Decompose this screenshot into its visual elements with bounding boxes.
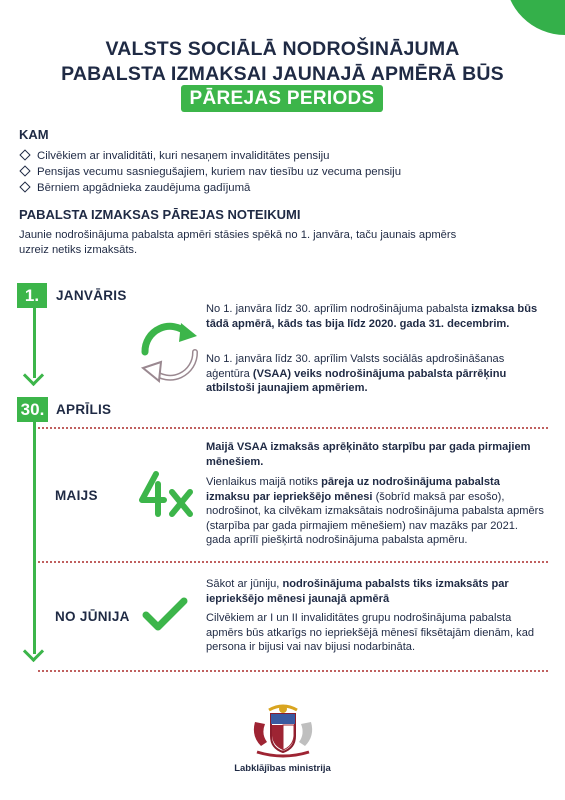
ministry-name: Labklājības ministrija: [234, 763, 331, 774]
dotted-divider: [38, 427, 548, 429]
diamond-bullet-icon: [19, 182, 30, 193]
section-label-may: MAIJS: [55, 488, 98, 503]
jan-p1-bold: izmaksa būs tādā apmērā, kāds tas bija līdz 2020. gada 31. decembrim.: [206, 303, 538, 330]
date-label-apr: APRĪLIS: [56, 402, 112, 417]
date-number-apr: 30.: [17, 397, 48, 422]
june-paragraph-2: Cilvēkiem ar I un II invaliditātes grupu nodrošinājuma pabalsta apmērs būs atkarīgs no iepriekšējā mēnesī fiksētajām dienām, kad persona ir bijusi vai nav bijusi nodarbināta.: [206, 612, 535, 654]
timeline-line: [33, 422, 36, 654]
coat-of-arms-logo: [247, 702, 319, 760]
june-paragraph-1: [206, 577, 544, 606]
diamond-bullet-icon: [19, 150, 30, 161]
june-p1-text: Sākot ar jūniju,: [206, 578, 283, 590]
corner-decoration: [505, 0, 565, 35]
four-times-icon: [138, 470, 198, 518]
jan-p2-text: No 1. janvāra līdz 30. aprīlim Valsts sociālās apdrošināšanas aģentūra: [206, 353, 505, 380]
title-line-2: PABALSTA IZMAKSAI JAUNAJĀ APMĒRĀ BŪS: [61, 63, 504, 85]
may-paragraph-2: [206, 475, 544, 548]
title-line-1: VALSTS SOCIĀLĀ NODROŠINĀJUMA: [105, 38, 460, 60]
jan-p2-bold: (VSAA) veiks nodrošinājuma pabalsta pārrēķinu atbilstoši jaunajiem apmēriem.: [206, 367, 507, 395]
kam-item-text: Pensijas vecumu sasniegušajiem, kuriem nav tiesību uz vecuma pensiju: [37, 166, 402, 178]
kam-item-text: Bērniem apgādnieka zaudējuma gadījumā: [37, 182, 251, 194]
diamond-bullet-icon: [19, 166, 30, 177]
dotted-divider: [38, 670, 548, 672]
rules-intro: Jaunie nodrošinājuma pabalsta apmēri stāsies spēkā no 1. janvāra, taču jaunais apmērs uzreiz netiks izmaksāts.: [19, 229, 457, 256]
period-badge: PĀREJAS PERIODS: [181, 85, 383, 112]
section-label-june: NO JŪNIJA: [55, 609, 130, 624]
dotted-divider: [38, 561, 548, 563]
may-paragraph-1: [206, 440, 544, 469]
arrow-down-icon: [23, 365, 44, 386]
may-p2-text: Vienlaikus maijā notiks: [206, 476, 322, 488]
jan-p1-text: No 1. janvāra līdz 30. aprīlim nodrošinājuma pabalsta: [206, 303, 472, 315]
rules-heading: PABALSTA IZMAKSAS PĀREJAS NOTEIKUMI: [19, 207, 301, 222]
refresh-cycle-icon: [135, 318, 205, 386]
may-p2-bold: pāreja uz nodrošinājuma pabalsta izmaksu par iepriekšējo mēnesi: [206, 476, 500, 503]
kam-item-text: Cilvēkiem ar invaliditāti, kuri nesaņem invaliditātes pensiju: [37, 150, 330, 162]
kam-item-3: [19, 182, 250, 194]
arrow-down-icon: [23, 641, 44, 662]
checkmark-icon: [140, 595, 190, 635]
date-label-jan: JANVĀRIS: [56, 288, 127, 303]
may-p2-text-end: (šobrīd maksā par esošo), nodrošinot, ka cilvēkam izmaksātais nodrošinājuma pabalsta apmērs (starpība par gada pirmajiem mēnešiem) nav mazāks par 2021. gada aprīlī piešķirtā nodrošinājuma pabalsta apmēru.: [206, 490, 544, 547]
date-number-jan: 1.: [17, 283, 47, 308]
kam-heading: KAM: [19, 127, 49, 142]
june-p1-bold: nodrošinājuma pabalsts tiks izmaksāts par iepriekšējo mēnesi jaunajā apmērā: [206, 578, 509, 605]
may-p1-bold: Maijā VSAA izmaksās aprēķināto starpību par gada pirmajiem mēnešiem.: [206, 441, 531, 468]
jan-paragraph-2: [206, 352, 546, 396]
kam-item-2: [19, 166, 401, 178]
kam-item-1: [19, 150, 330, 162]
jan-paragraph-1: [206, 302, 546, 331]
